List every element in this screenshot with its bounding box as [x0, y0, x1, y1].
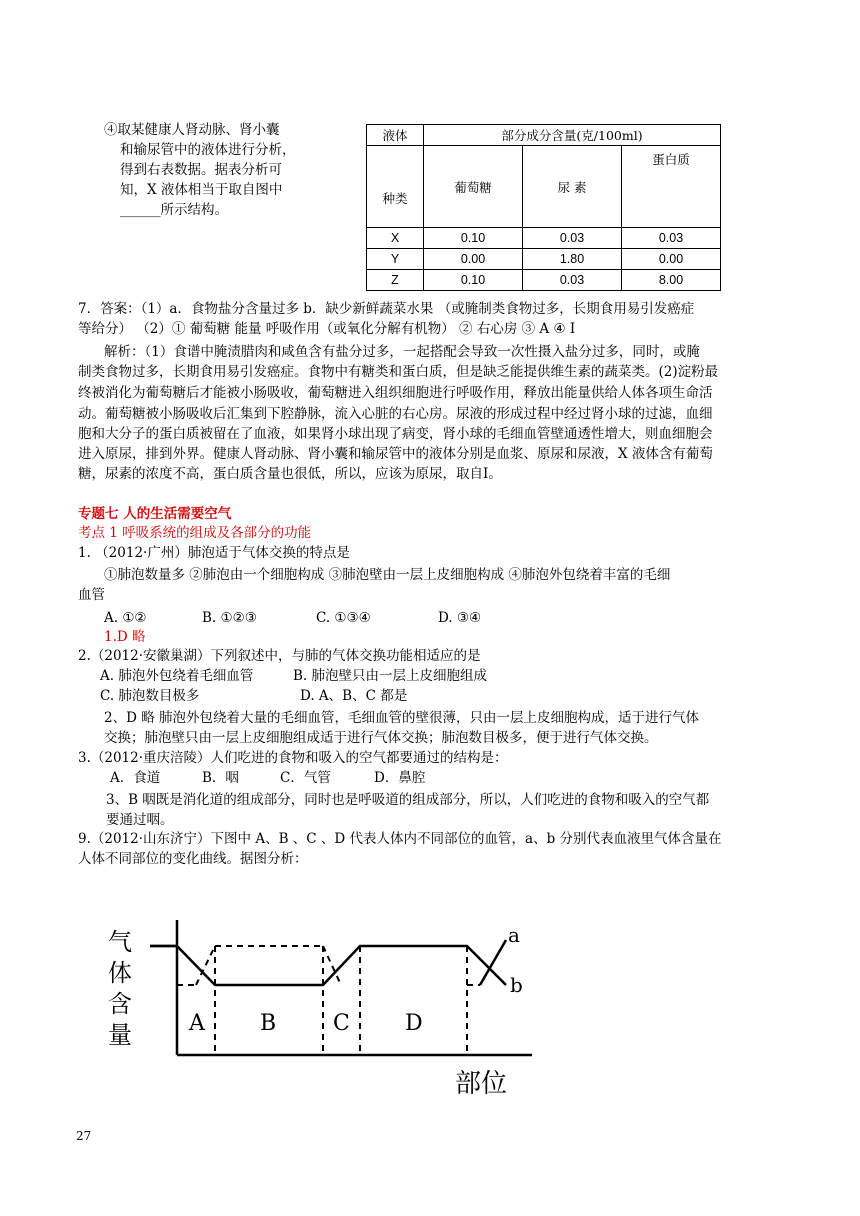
q7-answer-line2: 等给分） （2）① 葡萄糖 能量 呼吸作用（或氧化分解有机物） ② 右心房 ③ A ④ Ⅰ	[78, 321, 576, 337]
curve-b	[150, 946, 506, 985]
q1-options-line2: 血管	[78, 587, 105, 603]
table-row	[367, 249, 721, 270]
y-label-char: 气	[108, 928, 132, 956]
q3-choice-a: A．食道	[110, 770, 161, 786]
y-label-char: 体	[108, 959, 132, 987]
table-cell: Z	[367, 270, 424, 291]
table-cell: X	[367, 228, 424, 249]
q2-choice-d: D. A、B、C 都是	[300, 688, 408, 704]
section-point: 考点 1 呼吸系统的组成及各部分的功能	[78, 525, 312, 541]
table-cell: 8.00	[622, 270, 721, 291]
q6-item4-line5: ______所示结构。	[120, 202, 228, 218]
q6-item4-line3: 得到右表数据。据表分析可	[120, 162, 282, 178]
table-row	[367, 270, 721, 291]
q3-answer-line2: 要通过咽。	[106, 812, 174, 828]
x-label: 部位	[455, 1069, 508, 1099]
q2-choice-a: A. 肺泡外包绕着毛细血管	[100, 668, 254, 684]
q1-choice-c: C. ①③④	[316, 610, 371, 626]
table-col-urea: 尿 素	[523, 146, 622, 228]
q7-analysis-line7: 糖，尿素的浓度不高，蛋白质含量也很低，所以，应该为原尿，取自Ⅰ。	[78, 466, 502, 482]
q7-analysis-line2: 制类食物过多，长期食用易引发癌症。食物中有糖类和蛋白质，但是缺乏能提供维生素的蔬菜类。(2)淀粉最	[78, 364, 719, 380]
table-cell: 0.03	[523, 228, 622, 249]
q2-answer-line2: 交换；肺泡壁只由一层上皮细胞组成适于进行气体交换；肺泡数目极多，便于进行气体交换。	[104, 730, 658, 746]
q6-item4-line4: 知，X 液体相当于取自图中	[120, 182, 283, 198]
table-cell: 0.10	[424, 270, 523, 291]
q1-stem: 1. （2012·广州）肺泡适于气体交换的特点是	[78, 545, 350, 561]
q6-item4-line1: ④取某健康人肾动脉、肾小囊	[104, 122, 280, 138]
segment-label-c: C	[333, 1011, 350, 1036]
q7-analysis-line6: 进入原尿，排到外界。健康人肾动脉、肾小囊和输尿管中的液体分别是血浆、原尿和尿液，X 液体含有葡萄	[78, 446, 713, 462]
q3-choice-c: C．气管	[280, 770, 331, 786]
q2-stem: 2.（2012·安徽巢湖）下列叙述中，与肺的气体交换功能相适应的是	[78, 648, 481, 664]
gas-content-diagram	[100, 910, 540, 1100]
table-cell: 0.00	[622, 249, 721, 270]
q2-choice-b: B. 肺泡壁只由一层上皮细胞组成	[293, 668, 488, 684]
q2-choice-c: C. 肺泡数目极多	[100, 688, 200, 704]
table-cell: 1.80	[523, 249, 622, 270]
q9-stem-line1: 9.（2012·山东济宁）下图中 A、B 、C 、D 代表人体内不同部位的血管，a、b 分别代表血液里气体含量在	[78, 831, 722, 847]
composition-table	[366, 124, 721, 291]
table-cell: 0.03	[622, 228, 721, 249]
section-title: 专题七 人的生活需要空气	[78, 506, 232, 522]
q7-analysis-line1: 解析：（1）食谱中腌渍腊肉和咸鱼含有盐分过多，一起搭配会导致一次性摄入盐分过多，同时，或腌	[104, 344, 700, 360]
segment-label-b: B	[260, 1011, 277, 1036]
segment-dividers	[177, 946, 467, 1055]
q7-analysis-line3: 终被消化为葡萄糖后才能被小肠吸收，葡萄糖进入组织细胞进行呼吸作用，释放出能量供给人体各项生命活	[78, 385, 713, 401]
segment-label-a: A	[189, 1011, 205, 1036]
table-cell: 0.03	[523, 270, 622, 291]
table-header-liquid: 液体	[367, 125, 424, 146]
q3-choice-b: B．咽	[202, 770, 239, 786]
q2-answer-line1: 2、D 略 肺泡外包绕着大量的毛细血管，毛细血管的壁很薄，只由一层上皮细胞构成，适于进行气体	[104, 710, 699, 726]
y-label-char: 量	[108, 1021, 132, 1049]
segment-label-d: D	[405, 1011, 423, 1036]
table-cell: Y	[367, 249, 424, 270]
page-number: 27	[76, 1129, 92, 1143]
q1-choice-d: D. ③④	[438, 610, 482, 626]
q9-stem-line2: 人体不同部位的变化曲线。据图分析：	[78, 851, 308, 867]
q1-options-line1: ①肺泡数量多 ②肺泡由一个细胞构成 ③肺泡壁由一层上皮细胞构成 ④肺泡外包绕着丰富的毛细	[104, 567, 671, 583]
y-label-char: 含	[108, 990, 132, 1018]
table-cell: 0.00	[424, 249, 523, 270]
table-header-group: 部分成分含量(克/100ml)	[424, 125, 721, 146]
table-col-glucose: 葡萄糖	[424, 146, 523, 228]
curve-label-b: b	[510, 973, 523, 997]
table-cell: 0.10	[424, 228, 523, 249]
q1-answer: 1.D 略	[104, 629, 146, 645]
q7-analysis-line4: 动。葡萄糖被小肠吸收后汇集到下腔静脉，流入心脏的右心房。尿液的形成过程中经过肾小球的过滤，血细	[78, 406, 713, 422]
q6-item4-line2: 和输尿管中的液体进行分析，	[120, 142, 296, 158]
table-col-protein: 蛋白质	[622, 146, 721, 228]
table-header-kind: 种类	[367, 146, 424, 228]
table-row	[367, 228, 721, 249]
q3-stem: 3.（2012·重庆涪陵）人们吃进的食物和吸入的空气都要通过的结构是：	[78, 750, 508, 766]
curve-label-a: a	[508, 923, 520, 947]
q7-answer-line1: 7．答案：（1）a．食物盐分含量过多 b．缺少新鲜蔬菜水果 （或腌制类食物过多，长期食用易引发癌症	[78, 301, 695, 317]
q3-choice-d: D．鼻腔	[374, 770, 426, 786]
q7-analysis-line5: 胞和大分子的蛋白质被留在了血液，如果肾小球出现了病变，肾小球的毛细血管壁通透性增大，则血细胞会	[78, 426, 713, 442]
q1-choice-b: B. ①②③	[202, 610, 257, 626]
q1-choice-a: A. ①②	[104, 610, 147, 626]
q3-answer-line1: 3、B 咽既是消化道的组成部分，同时也是呼吸道的组成部分，所以，人们吃进的食物和吸入的空气都	[106, 792, 710, 808]
